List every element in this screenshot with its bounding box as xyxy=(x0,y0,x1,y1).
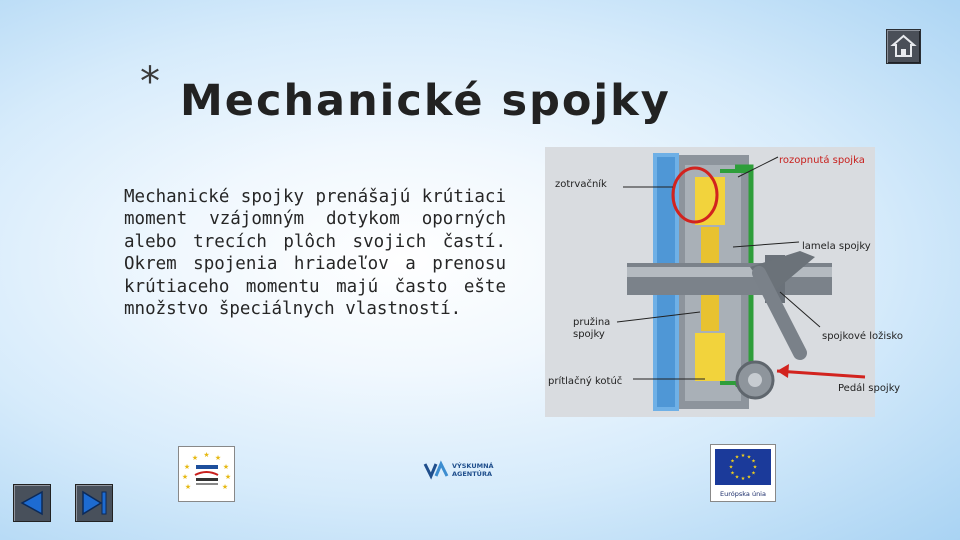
prev-slide-icon xyxy=(14,485,50,521)
svg-text:★: ★ xyxy=(751,470,756,477)
svg-text:★: ★ xyxy=(191,454,199,462)
svg-text:★: ★ xyxy=(203,451,210,459)
svg-text:★: ★ xyxy=(740,453,746,459)
va-logo-icon xyxy=(424,462,448,478)
svg-text:★: ★ xyxy=(222,463,230,471)
svg-text:★: ★ xyxy=(183,463,191,471)
label-disengaged-clutch: rozopnutá spojka xyxy=(779,155,865,166)
svg-text:★: ★ xyxy=(184,483,192,491)
eu-caption: Európska únia xyxy=(720,490,766,498)
svg-text:★: ★ xyxy=(181,473,189,481)
svg-text:★: ★ xyxy=(752,464,758,471)
eu-flag-icon xyxy=(715,449,771,485)
label-release-bearing: spojkové ložisko xyxy=(822,331,903,342)
svg-text:★: ★ xyxy=(224,473,232,481)
va-logo-line1: VÝSKUMNÁ xyxy=(452,462,494,470)
svg-text:★: ★ xyxy=(740,476,746,482)
svg-text:★: ★ xyxy=(734,454,740,461)
svg-text:★: ★ xyxy=(730,470,735,477)
home-icon xyxy=(887,30,920,63)
svg-text:★: ★ xyxy=(751,458,756,465)
slide-title: Mechanické spojky xyxy=(180,76,671,126)
eu-logo xyxy=(710,444,776,502)
label-clutch-disc: lamela spojky xyxy=(802,241,871,252)
sponsor-logo-left xyxy=(178,446,235,502)
prev-slide-button[interactable] xyxy=(13,484,51,522)
home-button[interactable] xyxy=(886,29,921,64)
label-flywheel: zotrvačník xyxy=(555,179,607,190)
label-clutch-spring: pružina spojky xyxy=(573,317,611,340)
clutch-diagram xyxy=(545,147,903,417)
title-bullet: * xyxy=(140,59,160,105)
svg-text:★: ★ xyxy=(746,474,752,481)
next-slide-button[interactable] xyxy=(75,484,113,522)
svg-text:★: ★ xyxy=(221,483,229,491)
va-logo-line2: AGENTÚRA xyxy=(452,470,492,478)
label-clutch-pedal: Pedál spojky xyxy=(838,383,901,394)
svg-text:★: ★ xyxy=(728,464,734,471)
label-pressure-plate: prítlačný kotúč xyxy=(548,376,623,387)
svg-text:★: ★ xyxy=(746,454,752,461)
vyskumna-agentura-logo xyxy=(424,462,494,478)
svg-text:★: ★ xyxy=(730,458,735,465)
star-ring-logo-icon xyxy=(179,447,234,501)
svg-text:★: ★ xyxy=(734,474,740,481)
svg-text:★: ★ xyxy=(214,454,222,462)
body-text: Mechanické spojky prenášajú krútiaci moment vzájomným dotykom oporných alebo trecích plôch svojich častí. Okrem spojenia hriadeľov a prenosu krútiaceho momentu majú často ešte množstvo špeciálnych vlastností. xyxy=(124,187,506,320)
next-slide-icon xyxy=(76,485,112,521)
